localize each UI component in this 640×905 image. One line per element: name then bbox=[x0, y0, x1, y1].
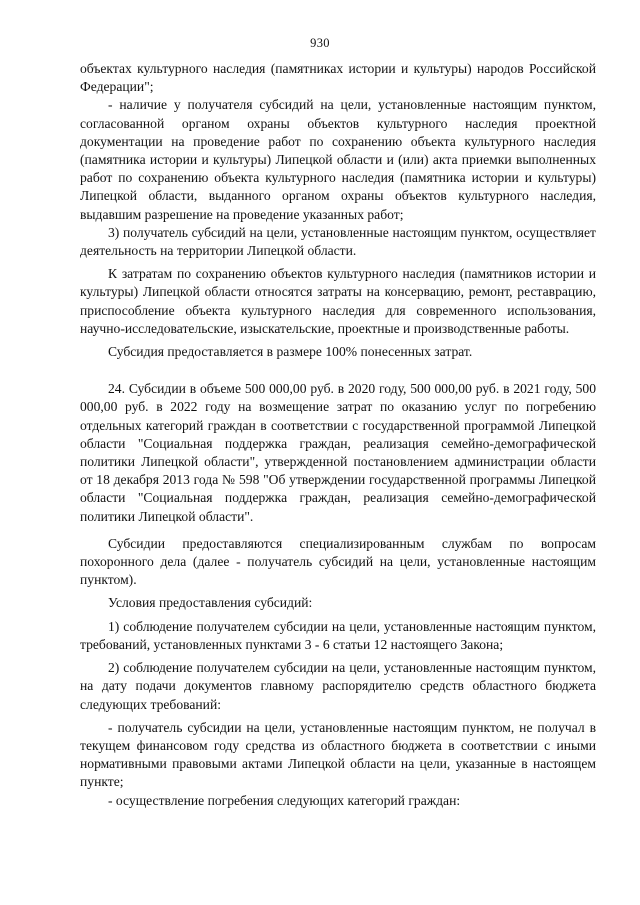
paragraph-costs: К затратам по сохранению объектов культурного наследия (памятников истории и культуры) Липецкой области относятся затраты на консервацию, ремонт, реставрацию, приспособление объекта культурного наследия для современного использования, научно-исследовательские, изыскательские, проектные и производственные работы. bbox=[80, 266, 596, 336]
paragraph-condition-1: 1) соблюдение получателем субсидии на цели, установленные настоящим пунктом, требований, установленных пунктами 3 - 6 статьи 12 настоящего Закона; bbox=[80, 618, 596, 652]
paragraph-continuation: объектах культурного наследия (памятниках истории и культуры) народов Российской Федерации"; bbox=[80, 61, 596, 95]
paragraph-subsidy-amount: Субсидия предоставляется в размере 100% понесенных затрат. bbox=[108, 344, 473, 360]
paragraph-territory: 3) получатель субсидий на цели, установленные настоящим пунктом, осуществляет деятельность на территории Липецкой области. bbox=[80, 224, 596, 259]
page-number: 930 bbox=[310, 36, 330, 50]
paragraph-item-24: 24. Субсидии в объеме 500 000,00 руб. в 2020 году, 500 000,00 руб. в 2021 году, 500 000,00 руб. в 2022 году на возмещение затрат по оказанию услуг по погребению отдельных категорий граждан в соответствии с государственной программой Липецкой области "Социальная поддержка граждан, реализация семейно-демографической политики Липецкой области", утвержденной постановлением администрации области от 18 декабря 2013 года № 598 "Об утверждении государственной программы Липецкой области "Социальная поддержка граждан, реализация семейно-демографической политики Липецкой области". bbox=[80, 381, 596, 524]
paragraph-burial-categories: - осуществление погребения следующих категорий граждан: bbox=[108, 792, 461, 808]
paragraph-approved-docs: - наличие у получателя субсидий на цели, установленные настоящим пунктом, согласованной органом охраны объектов культурного наследия проектной документации на проведение работ по сохранению объекта культурного наследия (памятника истории и культуры) Липецкой области и (или) акта приемки выполненных работ по сохранению объекта культурного наследия (памятника истории и культуры) Липецкой области, выданного органом охраны объектов культурного наследия, выдавшим разрешение на проведение указанных работ; bbox=[80, 97, 596, 222]
paragraph-conditions-heading: Условия предоставления субсидий: bbox=[108, 595, 313, 611]
paragraph-no-other-funds: - получатель субсидии на цели, установленные настоящим пунктом, не получал в текущем финансовом году средства из областного бюджета в соответствии с иными нормативными правовыми актами Липецкой области на цели, указанные в настоящем пункте; bbox=[80, 719, 596, 790]
paragraph-condition-2: 2) соблюдение получателем субсидии на цели, установленные настоящим пунктом, на дату подачи документов главному распорядителю средств областного бюджета следующих требований: bbox=[80, 660, 596, 712]
document-body bbox=[80, 60, 596, 810]
paragraph-funeral-services: Субсидии предоставляются специализированным службам по вопросам похоронного дела (далее - получатель субсидий на цели, установленные настоящим пунктом). bbox=[80, 535, 596, 588]
